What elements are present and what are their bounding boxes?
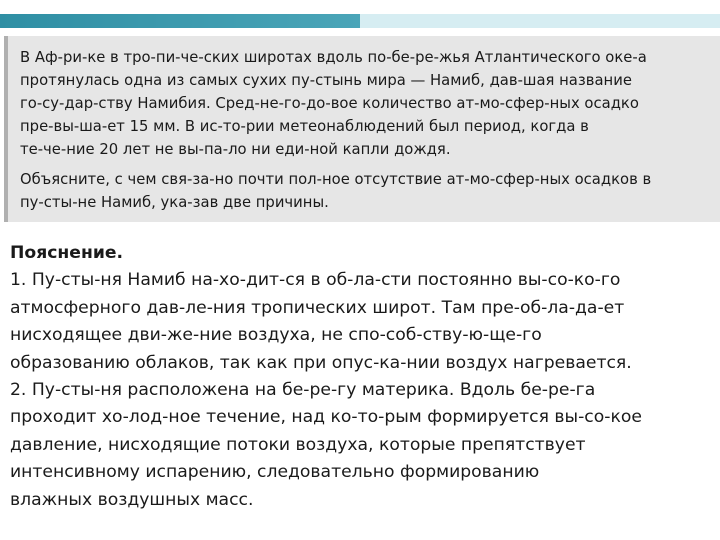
task-line: го-су-дар-ству Намибия. Сред-не-го-до-вое количество ат-мо-сфер-ных осадко: [20, 95, 639, 112]
answer-line: интенсивному испарению, следовательно формированию: [10, 462, 540, 483]
answer-line: влажных воздушных масс.: [10, 489, 254, 510]
answer-line: атмосферного дав-ле-ния тропических широт. Там пре-об-ла-да-ет: [10, 297, 625, 318]
task-line: протянулась одна из самых сухих пу-стынь мира — Намиб, дав-шая название: [20, 72, 632, 89]
task-line: те-че-ние 20 лет не вы-па-ло ни еди-ной капли дождя.: [20, 141, 451, 158]
answer-line: давление, нисходящие потоки воздуха, которые препятствует: [10, 434, 586, 455]
answer-line: проходит хо-лод-ное течение, над ко-то-рым формируется вы-со-кое: [10, 407, 642, 428]
answer-line: нисходящее дви-же-ние воздуха, не спо-соб-ству-ю-ще-го: [10, 325, 542, 346]
answer-section: [10, 240, 720, 514]
task-question: [20, 168, 720, 214]
answer-heading: Пояснение.: [10, 243, 124, 263]
task-line: пре-вы-ша-ет 15 мм. В ис-то-рии метеонаблюдений был период, когда в: [20, 118, 589, 135]
answer-line: образованию облаков, так как при опус-ка-нии воздух нагревается.: [10, 352, 632, 373]
answer-line: 1. Пу-сты-ня Намиб на-хо-дит-ся в об-ла-сти постоянно вы-со-ко-го: [10, 270, 621, 291]
header-light-stripe: [360, 14, 720, 28]
answer-line: 2. Пу-сты-ня расположена на бе-ре-гу материка. Вдоль бе-ре-га: [10, 380, 596, 401]
slide-header-bar: [0, 0, 720, 32]
task-paragraph-1: [20, 46, 720, 161]
task-line: пу-сты-не Намиб, ука-зав две причины.: [20, 194, 329, 211]
header-accent-stripe: [0, 14, 360, 28]
task-line: В Аф-ри-ке в тро-пи-че-ских широтах вдоль по-бе-ре-жья Атлантического оке-а: [20, 49, 647, 66]
task-box: [4, 36, 720, 222]
task-line: Объясните, с чем свя-за-но почти пол-ное отсутствие ат-мо-сфер-ных осадков в: [20, 171, 652, 188]
